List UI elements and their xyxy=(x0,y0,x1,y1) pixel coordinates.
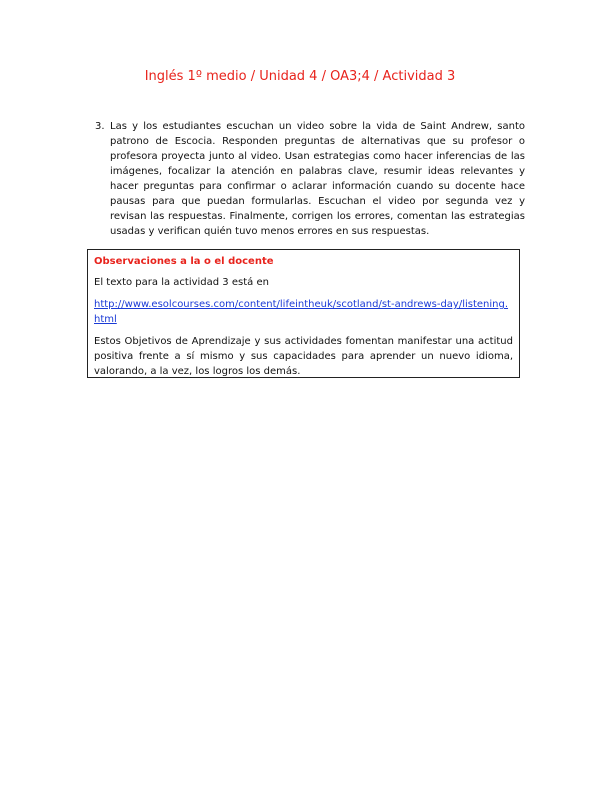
observations-paragraph: Estos Objetivos de Aprendizaje y sus actividades fomentan manifestar una actitud positiva frente a sí mismo y sus capacidades para aprender un nuevo idioma, valorando, a la vez, los logros los demás. xyxy=(94,336,513,377)
activity-number: 3. xyxy=(95,121,105,132)
activity-text-link[interactable]: http://www.esolcourses.com/content/lifeintheuk/scotland/st-andrews-day/listening.html xyxy=(94,299,509,325)
page-header-title: Inglés 1º medio / Unidad 4 / OA3;4 / Actividad 3 xyxy=(144,69,456,84)
observations-intro: El texto para la actividad 3 está en xyxy=(94,277,269,288)
activity-item xyxy=(95,119,525,239)
observations-title: Observaciones a la o el docente xyxy=(94,256,274,267)
activity-description: Las y los estudiantes escuchan un video sobre la vida de Saint Andrew, santo patrono de Escocia. Responden preguntas de alternativas que su profesor o profesora proyecta junto al video. Usan estrategias como hacer inferencias de las imágenes, focalizar la atención en palabras clave, resumir ideas relevantes y hacer preguntas para confirmar o aclarar información cuando su docente hace pausas para que puedan formularlas. Escuchan el video por segunda vez y revisan las respuestas. Finalmente, corrigen los errores, comentan las estrategias usadas y verifican quién tuvo menos errores en sus respuestas. xyxy=(110,121,525,237)
teacher-observations-box xyxy=(87,249,520,378)
